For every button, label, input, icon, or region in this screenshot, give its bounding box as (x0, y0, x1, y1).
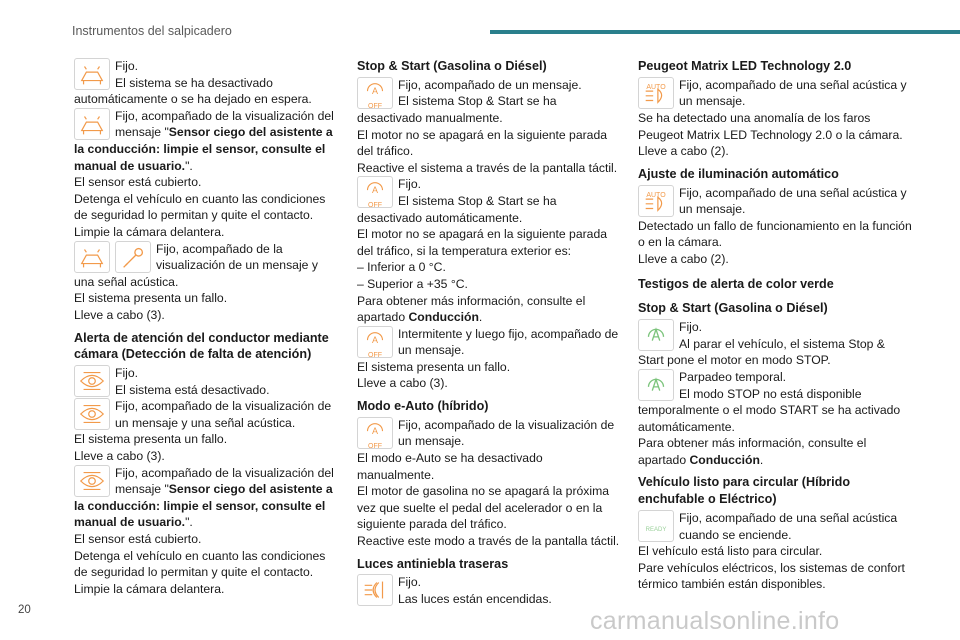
text: El motor no se apagará en la siguiente parada del tráfico. (357, 127, 608, 159)
icon-auto-label: AUTO (646, 83, 666, 91)
icon-off-label: OFF (368, 102, 382, 110)
text: El sistema Stop & Start se ha desactivado automáticamente. (357, 193, 557, 225)
text-part: . (478, 310, 483, 325)
text-part: ". (185, 515, 193, 530)
text: El modo e-Auto se ha desactivado manualmente. (357, 451, 543, 482)
link-text: Conducción (408, 310, 479, 325)
text (74, 108, 336, 174)
text: Se ha detectado una anomalía de los faros Peugeot Matrix LED Technology 2.0 o la cámara. (638, 110, 903, 142)
text: El sensor está cubierto. (74, 532, 202, 547)
section-heading: Peugeot Matrix LED Technology 2.0 (638, 59, 852, 73)
text: Parpadeo temporal. (679, 369, 787, 384)
text: Reactive este modo a través de la pantalla táctil. (357, 534, 620, 549)
text: Fijo, acompañado de la visualización de un mensaje y una señal acústica. (115, 399, 332, 430)
text: Fijo, acompañado de la visualización de un mensaje y una señal acústica. (74, 241, 318, 289)
section-heading: Stop & Start (Gasolina o Diésel) (638, 301, 828, 316)
text: Fijo. (115, 59, 139, 73)
eye-icon (74, 465, 110, 497)
stop-start-green-1 (638, 319, 914, 369)
watermark: carmanualsonline.info (590, 607, 840, 635)
text: Limpie la cámara delantera. (74, 581, 225, 596)
wrench-icon (115, 241, 151, 273)
ready-item (638, 510, 914, 593)
stop-start-item-1 (357, 77, 622, 177)
text (74, 465, 336, 531)
message-text: Sensor ciego del asistente a la conducción: limpie el sensor, consulte el manual de usuario. (74, 125, 333, 173)
attention-item-1 (74, 365, 336, 398)
blind-sensor-icon (74, 241, 110, 273)
text: Detenga el vehículo en cuanto las condiciones de seguridad lo permitan y quite el contacto. (74, 191, 326, 223)
stop-start-item-3 (357, 326, 622, 392)
blind-spot-warning-2 (74, 108, 336, 241)
icon-ready-label: READY (645, 527, 667, 534)
text: Las luces están encendidas. (398, 592, 552, 607)
matrix-led-item (638, 77, 914, 160)
section-heading-green: Testigos de alerta de color verde (638, 276, 834, 291)
text: El sistema presenta un fallo. (74, 291, 228, 306)
text: Fijo. (115, 366, 139, 381)
text: – Inferior a 0 °C. (357, 260, 446, 275)
text-part: Para obtener más información, consulte el apartado (638, 436, 867, 467)
stop-start-off-icon (357, 176, 393, 208)
text (357, 293, 622, 326)
text: Lleve a cabo (3). (74, 449, 165, 464)
icon-off-label: OFF (368, 351, 382, 359)
text: Limpie la cámara delantera. (74, 224, 225, 239)
rear-fog-light-icon (357, 574, 393, 606)
icon-letter: A (371, 334, 378, 345)
e-auto-item (357, 417, 622, 550)
column-middle (357, 58, 622, 608)
icon-auto-label: AUTO (646, 191, 666, 199)
section-heading: Vehículo listo para circular (Híbrido enchufable o Eléctrico) (638, 475, 851, 507)
text-part: ". (185, 158, 193, 173)
ready-icon (638, 510, 674, 542)
text: Fijo, acompañado de una señal acústica y un mensaje. (679, 185, 907, 217)
text: El motor de gasolina no se apagará la próxima vez que suelte el pedal del acelerador o en la siguiente parada del tráfico. (357, 484, 610, 532)
icon-letter: A (371, 425, 378, 436)
page-number: 20 (18, 604, 31, 616)
column-left (74, 58, 336, 597)
text-part: . (759, 452, 764, 467)
page-header-title: Instrumentos del salpicadero (72, 24, 232, 38)
auto-headlight-icon (638, 77, 674, 109)
column-right (638, 58, 914, 593)
stop-start-off-icon (357, 326, 393, 358)
section-heading: Alerta de atención del conductor mediante cámara (Detección de falta de atención) (74, 330, 329, 362)
text: Lleve a cabo (2). (638, 144, 729, 159)
attention-item-3 (74, 465, 336, 598)
blind-sensor-icon (74, 58, 110, 90)
auto-headlight-icon (638, 185, 674, 217)
stop-start-item-2 (357, 176, 622, 325)
section-heading: Modo e-Auto (híbrido) (357, 399, 489, 414)
auto-lighting-item (638, 185, 914, 268)
text: Fijo. (398, 575, 422, 590)
blind-sensor-icon (74, 108, 110, 140)
section-heading: Luces antiniebla traseras (357, 556, 509, 571)
text: El sensor está cubierto. (74, 175, 202, 190)
e-auto-off-icon (357, 417, 393, 449)
text: Lleve a cabo (2). (638, 251, 729, 266)
stop-start-active-icon (638, 369, 674, 401)
text: Fijo. (679, 320, 703, 335)
text: Fijo, acompañado de un mensaje. (398, 77, 582, 92)
text: Fijo. (398, 177, 422, 192)
link-text: Conducción (689, 452, 760, 467)
stop-start-off-icon (357, 77, 393, 109)
text: Intermitente y luego fijo, acompañado de un mensaje. (398, 326, 619, 358)
blind-spot-warning-1 (74, 58, 336, 108)
text: Detenga el vehículo en cuanto las condiciones de seguridad lo permitan y quite el contacto. (74, 548, 326, 580)
text: Fijo, acompañado de una señal acústica cuando se enciende. (679, 511, 898, 542)
text: El sistema presenta un fallo. (357, 359, 511, 374)
stop-start-active-icon (638, 319, 674, 351)
icon-off-label: OFF (368, 202, 382, 210)
section-heading: Stop & Start (Gasolina o Diésel) (357, 59, 547, 73)
header-accent-bar (490, 30, 960, 34)
rear-fog-item (357, 574, 622, 607)
text: El sistema Stop & Start se ha desactivado manualmente. (357, 94, 557, 125)
text: Lleve a cabo (3). (357, 376, 448, 391)
text-part: Fijo, acompañado de la visualización del mensaje " (115, 465, 334, 497)
text: Detectado un fallo de funcionamiento en la función o en la cámara. (638, 218, 912, 250)
message-text: Sensor ciego del asistente a la conducción: limpie el sensor, consulte el manual de usuario. (74, 482, 333, 530)
text: Fijo, acompañado de una señal acústica y un mensaje. (679, 77, 907, 109)
icon-letter: A (371, 85, 378, 96)
text: Pare vehículos eléctricos, los sistemas de confort térmico también están disponibles. (638, 560, 905, 592)
text: El sistema presenta un fallo. (74, 432, 228, 447)
text-part: Fijo, acompañado de la visualización del mensaje " (115, 108, 334, 140)
text: El motor no se apagará en la siguiente parada del tráfico, si la temperatura exterior es: (357, 227, 608, 258)
text: El modo STOP no está disponible temporalmente o el modo START se ha activado automáticamente. (638, 386, 901, 434)
text: – Superior a +35 °C. (357, 276, 468, 291)
text: Fijo, acompañado de la visualización de un mensaje. (398, 417, 615, 449)
text: El sistema está desactivado. (115, 382, 270, 397)
text: Lleve a cabo (3). (74, 307, 165, 322)
text: El sistema se ha desactivado automáticamente o se ha dejado en espera. (74, 75, 312, 107)
icon-off-label: OFF (368, 442, 382, 450)
stop-start-green-2 (638, 369, 914, 469)
text (638, 435, 914, 468)
text-part: Para obtener más información, consulte el apartado (357, 293, 586, 325)
text: Reactive el sistema a través de la pantalla táctil. (357, 160, 618, 175)
attention-item-2 (74, 398, 336, 464)
eye-icon (74, 365, 110, 397)
text: Al parar el vehículo, el sistema Stop & Start pone el motor en modo STOP. (638, 336, 885, 368)
text: El vehículo está listo para circular. (638, 544, 823, 559)
section-heading: Ajuste de iluminación automático (638, 166, 839, 181)
blind-spot-warning-3 (74, 241, 336, 324)
eye-icon (74, 398, 110, 430)
icon-letter: A (371, 185, 378, 196)
